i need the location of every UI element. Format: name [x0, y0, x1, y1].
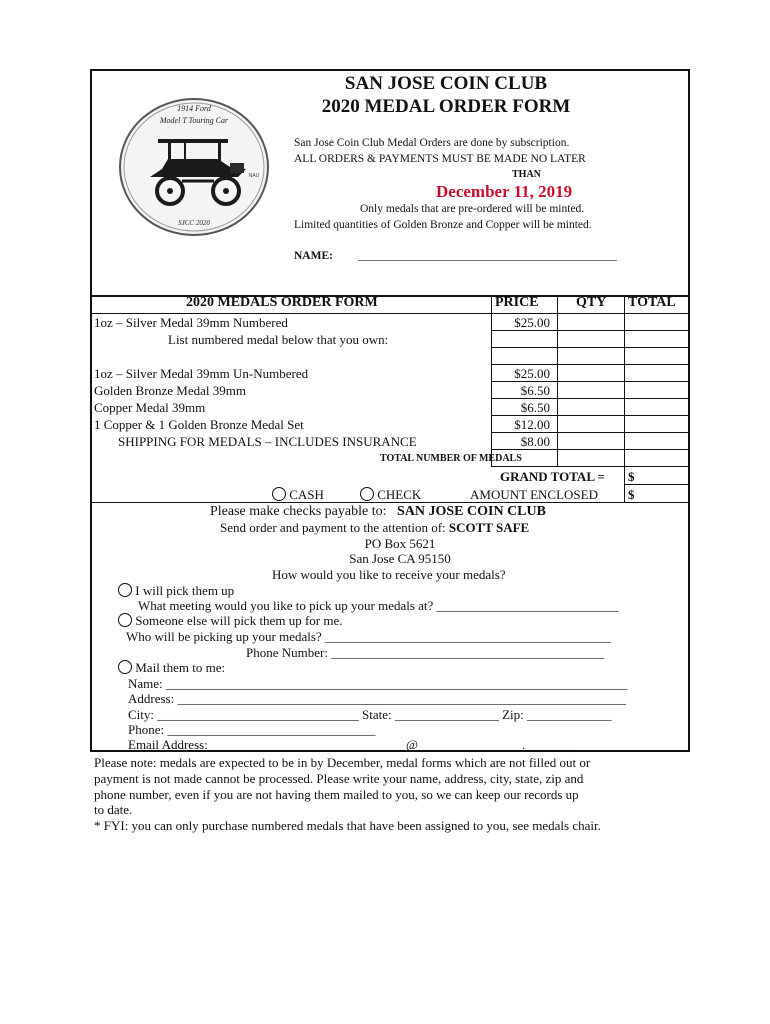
deadline-intro: ALL ORDERS & PAYMENTS MUST BE MADE NO LATER	[294, 153, 586, 165]
mail-option[interactable]	[118, 660, 225, 676]
mail-phone-field[interactable]: Phone: ________________________________	[128, 722, 376, 737]
someone-radio[interactable]	[118, 613, 132, 627]
intro-text: San Jose Coin Club Medal Orders are done by subscription.	[294, 137, 570, 149]
attention-label: Send order and payment to the attention of:	[220, 520, 446, 535]
name-field[interactable]: _____________________________________________	[358, 250, 617, 262]
svg-text:SJCC 2020: SJCC 2020	[178, 219, 210, 227]
attention-line	[220, 520, 529, 536]
footer-note-line: Please note: medals are expected to be in by December, medal forms which are not filled out or	[94, 755, 591, 770]
pickup-meeting-field[interactable]: What meeting would you like to pick up your medals at? ____________________________	[138, 598, 619, 613]
model-t-car-logo	[118, 97, 270, 237]
table-header-total: TOTAL	[628, 295, 676, 310]
grand-total-value[interactable]: $	[628, 469, 635, 484]
table-header-price: PRICE	[495, 295, 539, 310]
mailing-address-line1: PO Box 5621	[364, 536, 436, 551]
mail-city-state-zip-field[interactable]: City: _______________________________ State: ________________ Zip: _____________	[128, 707, 612, 722]
mail-name-field[interactable]: Name: _______________________________________________________________________	[128, 676, 628, 691]
payable-to: SAN JOSE COIN CLUB	[396, 504, 546, 519]
cash-radio[interactable]	[272, 487, 286, 501]
deadline-than: THAN	[512, 169, 541, 180]
amount-enclosed-label: AMOUNT ENCLOSED	[470, 487, 598, 502]
cash-option[interactable]	[272, 487, 324, 503]
mail-label: Mail them to me:	[135, 660, 226, 675]
table-row-item: 1oz – Silver Medal 39mm Un-Numbered	[94, 366, 309, 381]
table-row-price: $6.50	[520, 383, 550, 398]
check-option[interactable]	[360, 487, 421, 503]
table-row-item: SHIPPING FOR MEDALS – INCLUDES INSURANCE	[118, 434, 417, 449]
table-row-price: $25.00	[514, 315, 550, 330]
attention-name: SCOTT SAFE	[448, 520, 530, 535]
name-label: NAME:	[294, 250, 333, 262]
qty-column-inputs[interactable]	[558, 314, 624, 466]
amount-enclosed-value[interactable]: $	[628, 487, 635, 502]
pickup-radio[interactable]	[118, 583, 132, 597]
table-row-item: Copper Medal 39mm	[94, 400, 206, 415]
table-row-item: Golden Bronze Medal 39mm	[94, 383, 246, 398]
svg-text:Model T Touring Car: Model T Touring Car	[159, 116, 229, 125]
svg-text:NAU: NAU	[248, 173, 260, 179]
footer-note-line: payment is not made cannot be processed. Please write your name, address, city, state, zip and	[94, 771, 584, 786]
table-row-item: 1oz – Silver Medal 39mm Numbered	[94, 315, 288, 330]
mail-address-field[interactable]: Address: _____________________________________________________________________	[128, 691, 626, 706]
someone-label: Someone else will pick them up for me.	[135, 613, 343, 628]
svg-text:1914 Ford: 1914 Ford	[177, 104, 211, 113]
total-medals-label: TOTAL NUMBER OF MEDALS	[380, 453, 522, 464]
footer-note-line: to date.	[94, 802, 133, 817]
table-row-item: List numbered medal below that you own:	[168, 332, 389, 347]
mailing-address-line2: San Jose CA 95150	[349, 551, 451, 566]
pickup-phone-field[interactable]: Phone Number: __________________________________________	[246, 645, 605, 660]
footer-fyi: * FYI: you can only purchase numbered medals that have been assigned to you, see medals chair.	[94, 818, 601, 833]
table-header-item: 2020 MEDALS ORDER FORM	[186, 295, 378, 310]
table-row-price: $12.00	[514, 417, 550, 432]
total-column-inputs[interactable]	[625, 314, 689, 466]
table-row-price: $8.00	[520, 434, 550, 449]
payable-label: Please make checks payable to:	[210, 504, 387, 519]
someone-option[interactable]	[118, 613, 342, 629]
mail-radio[interactable]	[118, 660, 132, 674]
table-row-price: $6.50	[520, 400, 550, 415]
check-radio[interactable]	[360, 487, 374, 501]
cash-label: CASH	[289, 487, 324, 502]
pickup-label: I will pick them up	[135, 583, 235, 598]
mail-email-field[interactable]: Email Address: ______________________________@________________.________	[128, 737, 578, 752]
table-row-item: 1 Copper & 1 Golden Bronze Medal Set	[94, 417, 304, 432]
delivery-question: How would you like to receive your medals?	[272, 567, 506, 582]
deadline-date: December 11, 2019	[436, 182, 573, 201]
grand-total-label: GRAND TOTAL =	[500, 469, 605, 484]
table-header-qty: QTY	[576, 295, 607, 310]
check-label: CHECK	[377, 487, 422, 502]
table-row-price: $25.00	[514, 366, 550, 381]
limited-note: Limited quantities of Golden Bronze and Copper will be minted.	[294, 219, 592, 231]
form-subtitle: 2020 MEDAL ORDER FORM	[321, 96, 571, 117]
payable-line	[210, 504, 546, 520]
preorder-note: Only medals that are pre-ordered will be minted.	[360, 203, 585, 215]
pickup-person-field[interactable]: Who will be picking up your medals? ____________________________________________	[126, 629, 611, 644]
footer-note-line: phone number, even if you are not having them mailed to you, so we can keep our records up	[94, 787, 579, 802]
pickup-option[interactable]	[118, 583, 234, 599]
page-title: SAN JOSE COIN CLUB	[344, 73, 548, 94]
